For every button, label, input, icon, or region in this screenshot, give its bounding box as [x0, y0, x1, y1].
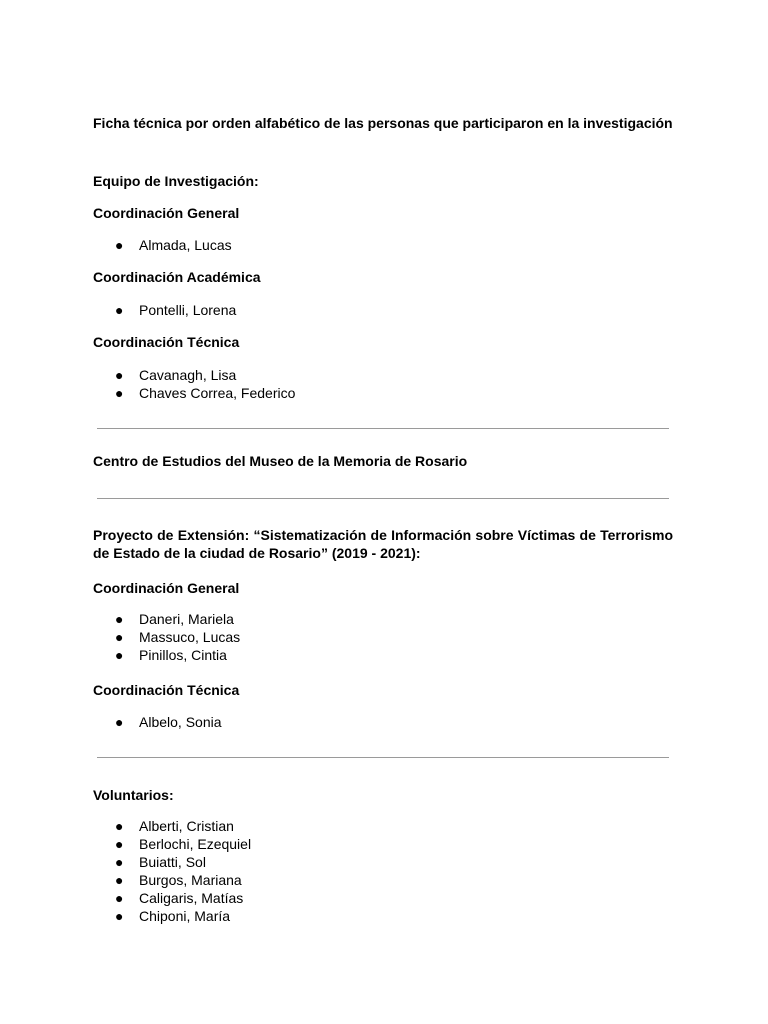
list-voluntarios [93, 817, 673, 925]
list-proyecto-coord-general [93, 610, 673, 664]
list-coord-general [93, 236, 673, 254]
list-item: ● Berlochi, Ezequiel [115, 836, 252, 852]
bullet-icon: ● [115, 818, 124, 834]
bullet-icon: ● [115, 385, 124, 401]
list-item: ● Massuco, Lucas [115, 629, 241, 645]
subsection-title-coord-academica: Coordinación Académica [93, 269, 261, 285]
list-item: ● Pinillos, Cintia [115, 647, 227, 663]
subsection-title-coord-tecnica: Coordinación Técnica [93, 334, 240, 350]
list-item: ● Almada, Lucas [115, 237, 232, 253]
subsection-title-coord-general: Coordinación General [93, 205, 240, 221]
list-item: ● Albelo, Sonia [115, 714, 222, 730]
list-item: ● Pontelli, Lorena [115, 302, 237, 318]
divider [97, 757, 669, 758]
list-item: ● Cavanagh, Lisa [115, 367, 237, 383]
bullet-icon: ● [115, 836, 124, 852]
bullet-icon: ● [115, 647, 124, 663]
list-item: ● Daneri, Mariela [115, 611, 234, 627]
subsection-title-coord-general: Coordinación General [93, 580, 240, 596]
list-item: ● Caligaris, Matías [115, 890, 244, 906]
divider [97, 428, 669, 429]
bullet-icon: ● [115, 302, 124, 318]
bullet-icon: ● [115, 872, 124, 888]
list-item: ● Buiatti, Sol [115, 854, 206, 870]
list-coord-tecnica [93, 366, 673, 402]
divider [97, 498, 669, 499]
list-item: ● Chiponi, María [115, 908, 231, 924]
list-item: ● Alberti, Cristian [115, 818, 234, 834]
list-item: ● Burgos, Mariana [115, 872, 242, 888]
bullet-icon: ● [115, 629, 124, 645]
subsection-title-coord-tecnica: Coordinación Técnica [93, 682, 240, 698]
list-proyecto-coord-tecnica [93, 713, 673, 731]
section-title-centro: Centro de Estudios del Museo de la Memoria de Rosario [93, 453, 468, 469]
bullet-icon: ● [115, 611, 124, 627]
list-item: ● Chaves Correa, Federico [115, 385, 296, 401]
bullet-icon: ● [115, 854, 124, 870]
section-title-proyecto: Proyecto de Extensión: “Sistematización de Información sobre Víctimas de Terrorismo de Estado de la ciudad de Rosario” (2019 - 2021): [93, 527, 673, 561]
bullet-icon: ● [115, 367, 124, 383]
list-coord-academica [93, 301, 673, 319]
bullet-icon: ● [115, 890, 124, 906]
section-title-voluntarios: Voluntarios: [93, 787, 174, 803]
bullet-icon: ● [115, 908, 124, 924]
document-heading: Ficha técnica por orden alfabético de las personas que participaron en la investigación [93, 115, 673, 131]
section-title-equipo: Equipo de Investigación: [93, 173, 259, 189]
bullet-icon: ● [115, 714, 124, 730]
bullet-icon: ● [115, 237, 124, 253]
